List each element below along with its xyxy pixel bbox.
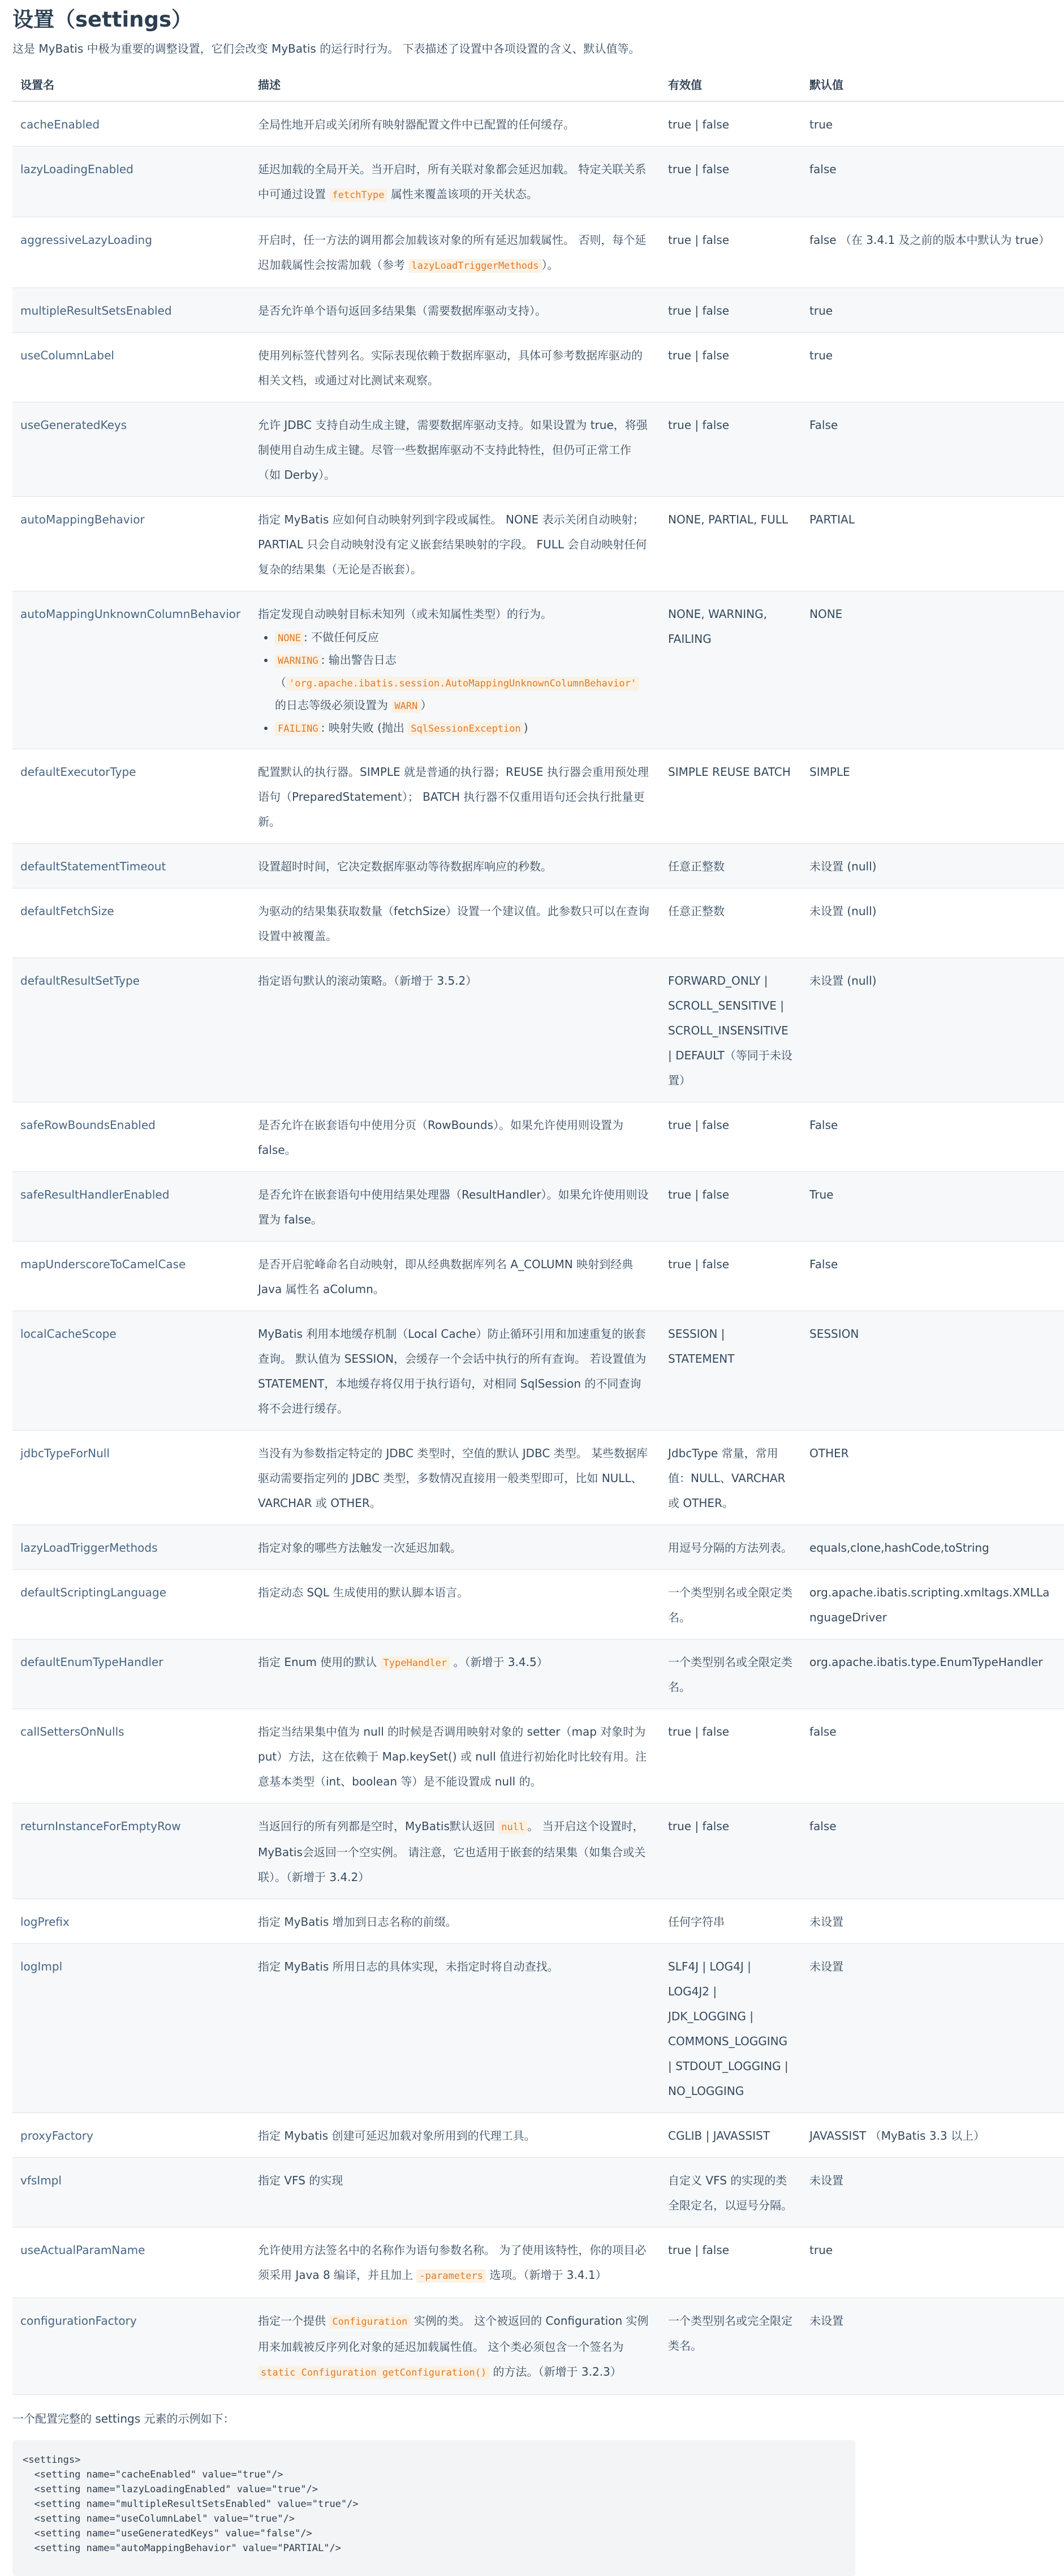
setting-description: 指定 MyBatis 应如何自动映射列到字段或属性。 NONE 表示关闭自动映射；PARTIAL 只会自动映射没有定义嵌套结果映射的字段。 FULL 会自动映射任何复杂的结果集（无论是否嵌套）。	[250, 497, 660, 591]
inline-code: TypeHandler	[381, 1656, 450, 1670]
setting-valid-values: FORWARD_ONLY | SCROLL_SENSITIVE | SCROLL_INSENSITIVE | DEFAULT（等同于未设置）	[660, 958, 802, 1102]
table-row	[12, 888, 1064, 958]
setting-name: defaultExecutorType	[12, 749, 250, 844]
setting-description: 指定当结果集中值为 null 的时候是否调用映射对象的 setter（map 对象时为 put）方法，这在依赖于 Map.keySet() 或 null 值进行初始化时比较有用。注意基本类型（int、boolean 等）是不能设置成 null 的。	[250, 1709, 660, 1804]
setting-valid-values: CGLIB | JAVASSIST	[660, 2113, 802, 2158]
text-span: ）。	[541, 258, 559, 272]
table-row	[12, 1639, 1064, 1709]
setting-valid-values: true | false	[660, 1804, 802, 1899]
table-row	[12, 1899, 1064, 1944]
table-row	[12, 333, 1064, 402]
setting-name: lazyLoadTriggerMethods	[12, 1525, 250, 1570]
setting-valid-values: true | false	[660, 1242, 802, 1311]
setting-default: false	[802, 1709, 1064, 1804]
setting-default: 未设置	[802, 1899, 1064, 1944]
setting-name: safeRowBoundsEnabled	[12, 1102, 250, 1172]
setting-default: True	[802, 1172, 1064, 1242]
table-row	[12, 1102, 1064, 1172]
setting-description: 当没有为参数指定特定的 JDBC 类型时，空值的默认 JDBC 类型。 某些数据库驱动需要指定列的 JDBC 类型，多数情况直接用一般类型即可，比如 NULL、VARCHAR 或 OTHER。	[250, 1431, 660, 1525]
table-row	[12, 749, 1064, 844]
setting-default: true	[802, 101, 1064, 147]
setting-default: JAVASSIST （MyBatis 3.3 以上）	[802, 2113, 1064, 2158]
setting-default: OTHER	[802, 1431, 1064, 1525]
setting-name: returnInstanceForEmptyRow	[12, 1804, 250, 1899]
setting-description: 指定动态 SQL 生成使用的默认脚本语言。	[250, 1570, 660, 1639]
setting-name: autoMappingBehavior	[12, 497, 250, 591]
table-row	[12, 2298, 1064, 2395]
setting-description: 为驱动的结果集获取数量（fetchSize）设置一个建议值。此参数只可以在查询设置中被覆盖。	[250, 888, 660, 958]
setting-valid-values: 自定义 VFS 的实现的类全限定名，以逗号分隔。	[660, 2158, 802, 2227]
setting-name: defaultResultSetType	[12, 958, 250, 1102]
setting-description: 指定 MyBatis 所用日志的具体实现，未指定时将自动查找。	[250, 1944, 660, 2113]
header-valid-values: 有效值	[660, 67, 802, 101]
inline-code: WARNING	[275, 654, 321, 668]
setting-valid-values: true | false	[660, 333, 802, 402]
table-row	[12, 288, 1064, 333]
table-row	[12, 2158, 1064, 2227]
setting-name: multipleResultSetsEnabled	[12, 288, 250, 333]
setting-default: true	[802, 2227, 1064, 2298]
setting-description: 指定语句默认的滚动策略。（新增于 3.5.2）	[250, 958, 660, 1102]
code-block	[12, 2440, 855, 2576]
setting-default: False	[802, 402, 1064, 497]
setting-default: true	[802, 288, 1064, 333]
table-row	[12, 217, 1064, 288]
text-span: )	[523, 721, 528, 735]
text-span: 延迟加载的全局开关。当开启时，所有关联对象都会延迟加载。 特定关联关系中可通过设置	[258, 162, 647, 201]
inline-code: null	[498, 1821, 527, 1834]
intro-text: 这是 MyBatis 中极为重要的调整设置，它们会改变 MyBatis 的运行时行为。 下表描述了设置中各项设置的含义、默认值等。	[12, 42, 640, 55]
setting-description: MyBatis 利用本地缓存机制（Local Cache）防止循环引用和加速重复的嵌套查询。 默认值为 SESSION，会缓存一个会话中执行的所有查询。 若设置值为 STATEMENT，本地缓存将仅用于执行语句，对相同 SqlSession 的不同查询将不会进行缓存。	[250, 1311, 660, 1431]
setting-valid-values: SLF4J | LOG4J | LOG4J2 | JDK_LOGGING | COMMONS_LOGGING | STDOUT_LOGGING | NO_LOGGING	[660, 1944, 802, 2113]
setting-description: 是否开启驼峰命名自动映射，即从经典数据库列名 A_COLUMN 映射到经典 Java 属性名 aColumn。	[250, 1242, 660, 1311]
setting-description: 允许 JDBC 支持自动生成主键，需要数据库驱动支持。如果设置为 true，将强制使用自动生成主键。尽管一些数据库驱动不支持此特性，但仍可正常工作（如 Derby）。	[250, 402, 660, 497]
setting-name: logImpl	[12, 1944, 250, 2113]
setting-name: defaultEnumTypeHandler	[12, 1639, 250, 1709]
table-row	[12, 2113, 1064, 2158]
table-row	[12, 1242, 1064, 1311]
table-row	[12, 402, 1064, 497]
setting-description: 指定 MyBatis 增加到日志名称的前缀。	[250, 1899, 660, 1944]
setting-default: PARTIAL	[802, 497, 1064, 591]
table-row	[12, 1570, 1064, 1639]
setting-name: lazyLoadingEnabled	[12, 147, 250, 217]
text-span: 允许使用方法签名中的名称作为语句参数名称。 为了使用该特性，你的项目必须采用 Java 8 编译，并且加上	[258, 2243, 647, 2282]
table-row	[12, 591, 1064, 749]
setting-default: SIMPLE	[802, 749, 1064, 844]
code-line: <setting name="autoMappingBehavior" value="PARTIAL"/>	[23, 2543, 341, 2554]
table-row	[12, 958, 1064, 1102]
code-line: <setting name="cacheEnabled" value="true"/>	[23, 2469, 283, 2480]
text-span: 的日志等级必须设置为	[275, 698, 392, 712]
setting-default: SESSION	[802, 1311, 1064, 1431]
setting-name: defaultStatementTimeout	[12, 844, 250, 888]
table-row	[12, 1431, 1064, 1525]
inline-code: 'org.apache.ibatis.session.AutoMappingUnknownColumnBehavior'	[286, 677, 639, 690]
settings-table	[12, 67, 1064, 2395]
setting-description: 设置超时时间，它决定数据库驱动等待数据库响应的秒数。	[250, 844, 660, 888]
example-intro: 一个配置完整的 settings 元素的示例如下：	[12, 2412, 235, 2425]
setting-description: 全局性地开启或关闭所有映射器配置文件中已配置的任何缓存。	[250, 101, 660, 147]
setting-description	[250, 2298, 660, 2395]
setting-default: 未设置	[802, 2298, 1064, 2395]
table-row	[12, 147, 1064, 217]
setting-description: 指定 VFS 的实现	[250, 2158, 660, 2227]
code-line: <settings>	[23, 2454, 81, 2466]
text-span: 的方法。（新增于 3.2.3）	[489, 2365, 622, 2378]
setting-default: true	[802, 333, 1064, 402]
text-span: 。（新增于 3.4.5）	[450, 1655, 548, 1669]
setting-valid-values: true | false	[660, 402, 802, 497]
text-span: 指定一个提供	[258, 2314, 330, 2328]
setting-default: org.apache.ibatis.type.EnumTypeHandler	[802, 1639, 1064, 1709]
setting-valid-values: 用逗号分隔的方法列表。	[660, 1525, 802, 1570]
setting-name: mapUnderscoreToCamelCase	[12, 1242, 250, 1311]
setting-valid-values: true | false	[660, 1102, 802, 1172]
setting-valid-values: true | false	[660, 2227, 802, 2298]
text-span: 。 当开启这个设置时，MyBatis会返回一个空实例。 请注意，它也适用于嵌套的结果集（如集合或关联）。（新增于 3.4.2）	[258, 1819, 646, 1884]
setting-valid-values: JdbcType 常量，常用值：NULL、VARCHAR 或 OTHER。	[660, 1431, 802, 1525]
inline-code: WARN	[391, 699, 420, 713]
setting-default: equals,clone,hashCode,toString	[802, 1525, 1064, 1570]
setting-description	[250, 147, 660, 217]
text-span: 指定 Enum 使用的默认	[258, 1655, 381, 1669]
header-default: 默认值	[802, 67, 1064, 101]
setting-name: cacheEnabled	[12, 101, 250, 147]
setting-name: proxyFactory	[12, 2113, 250, 2158]
text-span: 实例的类。 这个被返回的 Configuration 实例用来加载被反序列化对象的延迟加载属性值。 这个类必须包含一个签名为	[258, 2314, 649, 2354]
setting-valid-values: true | false	[660, 217, 802, 288]
text-span: 指定发现自动映射目标未知列（或未知属性类型）的行为。	[258, 607, 552, 621]
setting-default: 未设置	[802, 2158, 1064, 2227]
inline-code: static Configuration getConfiguration()	[258, 2366, 489, 2380]
setting-valid-values: 任何字符串	[660, 1899, 802, 1944]
setting-description: 指定对象的哪些方法触发一次延迟加载。	[250, 1525, 660, 1570]
table-row	[12, 1311, 1064, 1431]
setting-valid-values: 任意正整数	[660, 844, 802, 888]
setting-description: 配置默认的执行器。SIMPLE 就是普通的执行器；REUSE 执行器会重用预处理语句（PreparedStatement）； BATCH 执行器不仅重用语句还会执行批量更新。	[250, 749, 660, 844]
table-header-row	[12, 67, 1064, 101]
setting-name: logPrefix	[12, 1899, 250, 1944]
code-line: <setting name="lazyLoadingEnabled" value="true"/>	[23, 2484, 318, 2495]
setting-description: 是否允许单个语句返回多结果集（需要数据库驱动支持）。	[250, 288, 660, 333]
setting-name: aggressiveLazyLoading	[12, 217, 250, 288]
setting-valid-values: SESSION | STATEMENT	[660, 1311, 802, 1431]
setting-name: useActualParamName	[12, 2227, 250, 2298]
setting-description: 使用列标签代替列名。实际表现依赖于数据库驱动，具体可参考数据库驱动的相关文档，或通过对比测试来观察。	[250, 333, 660, 402]
code-line: <setting name="useColumnLabel" value="true"/>	[23, 2513, 295, 2525]
setting-description	[250, 217, 660, 288]
setting-name: localCacheScope	[12, 1311, 250, 1431]
setting-valid-values: SIMPLE REUSE BATCH	[660, 749, 802, 844]
table-row	[12, 1804, 1064, 1899]
table-row	[12, 1709, 1064, 1804]
setting-valid-values: 一个类型别名或全限定类名。	[660, 1570, 802, 1639]
text-span: 选项。（新增于 3.4.1）	[486, 2268, 607, 2282]
setting-description	[250, 591, 660, 749]
inline-code: -parameters	[416, 2269, 486, 2283]
code-line: <setting name="useGeneratedKeys" value="false"/>	[23, 2528, 312, 2539]
header-description: 描述	[250, 67, 660, 101]
inline-code: FAILING	[275, 722, 321, 736]
setting-name: useGeneratedKeys	[12, 402, 250, 497]
header-name: 设置名	[12, 67, 250, 101]
setting-name: defaultFetchSize	[12, 888, 250, 958]
setting-description: 指定 Mybatis 创建可延迟加载对象所用到的代理工具。	[250, 2113, 660, 2158]
setting-description	[250, 1639, 660, 1709]
table-row	[12, 1944, 1064, 2113]
setting-description: 是否允许在嵌套语句中使用分页（RowBounds）。如果允许使用则设置为 false。	[250, 1102, 660, 1172]
table-row	[12, 2227, 1064, 2298]
setting-name: useColumnLabel	[12, 333, 250, 402]
page-title: 设置（settings）	[12, 7, 193, 32]
inline-code: Configuration	[329, 2315, 410, 2329]
setting-valid-values: true | false	[660, 288, 802, 333]
inline-code: lazyLoadTriggerMethods	[408, 259, 541, 273]
setting-default: 未设置 (null)	[802, 888, 1064, 958]
table-row	[12, 1525, 1064, 1570]
table-row	[12, 497, 1064, 591]
inline-code: NONE	[275, 632, 304, 645]
setting-valid-values: 任意正整数	[660, 888, 802, 958]
setting-description	[250, 2227, 660, 2298]
option-item	[275, 649, 652, 717]
setting-name: configurationFactory	[12, 2298, 250, 2395]
inline-code: fetchType	[329, 188, 387, 202]
setting-valid-values: true | false	[660, 1709, 802, 1804]
setting-valid-values: NONE, WARNING, FAILING	[660, 591, 802, 749]
setting-default: False	[802, 1242, 1064, 1311]
setting-name: autoMappingUnknownColumnBehavior	[12, 591, 250, 749]
text-span: 当返回行的所有列都是空时，MyBatis默认返回	[258, 1819, 499, 1833]
setting-valid-values: 一个类型别名或全限定类名。	[660, 1639, 802, 1709]
setting-default: 未设置 (null)	[802, 844, 1064, 888]
setting-name: jdbcTypeForNull	[12, 1431, 250, 1525]
setting-valid-values: 一个类型别名或完全限定类名。	[660, 2298, 802, 2395]
setting-valid-values: NONE, PARTIAL, FULL	[660, 497, 802, 591]
setting-default: false	[802, 147, 1064, 217]
setting-valid-values: true | false	[660, 147, 802, 217]
setting-description: 是否允许在嵌套语句中使用结果处理器（ResultHandler）。如果允许使用则设置为 false。	[250, 1172, 660, 1242]
text-span: : 不做任何反应	[303, 630, 380, 644]
setting-default: 未设置	[802, 1944, 1064, 2113]
setting-default: NONE	[802, 591, 1064, 749]
text-span: 开启时，任一方法的调用都会加载该对象的所有延迟加载属性。 否则，每个延迟加载属性会按需加载（参考	[258, 233, 647, 272]
text-span: ）	[420, 698, 432, 712]
inline-code: SqlSessionException	[408, 722, 523, 736]
table-row	[12, 1172, 1064, 1242]
option-item	[275, 626, 652, 649]
text-span: : 映射失败 (抛出	[321, 721, 408, 735]
text-span: : 输出警告日志（	[275, 653, 397, 689]
setting-valid-values: true | false	[660, 1172, 802, 1242]
setting-default: false	[802, 1804, 1064, 1899]
setting-name: defaultScriptingLanguage	[12, 1570, 250, 1639]
setting-name: safeResultHandlerEnabled	[12, 1172, 250, 1242]
text-span: 属性来覆盖该项的开关状态。	[387, 187, 538, 201]
setting-name: vfsImpl	[12, 2158, 250, 2227]
table-row	[12, 844, 1064, 888]
option-item	[275, 717, 652, 740]
setting-valid-values: true | false	[660, 101, 802, 147]
setting-default: False	[802, 1102, 1064, 1172]
table-row	[12, 101, 1064, 147]
setting-default: 未设置 (null)	[802, 958, 1064, 1102]
setting-default: org.apache.ibatis.scripting.xmltags.XMLLanguageDriver	[802, 1570, 1064, 1639]
setting-description	[250, 1804, 660, 1899]
setting-name: callSettersOnNulls	[12, 1709, 250, 1804]
code-line: <setting name="multipleResultSetsEnabled" value="true"/>	[23, 2498, 359, 2510]
setting-default: false （在 3.4.1 及之前的版本中默认为 true）	[802, 217, 1064, 288]
option-list	[258, 626, 652, 740]
